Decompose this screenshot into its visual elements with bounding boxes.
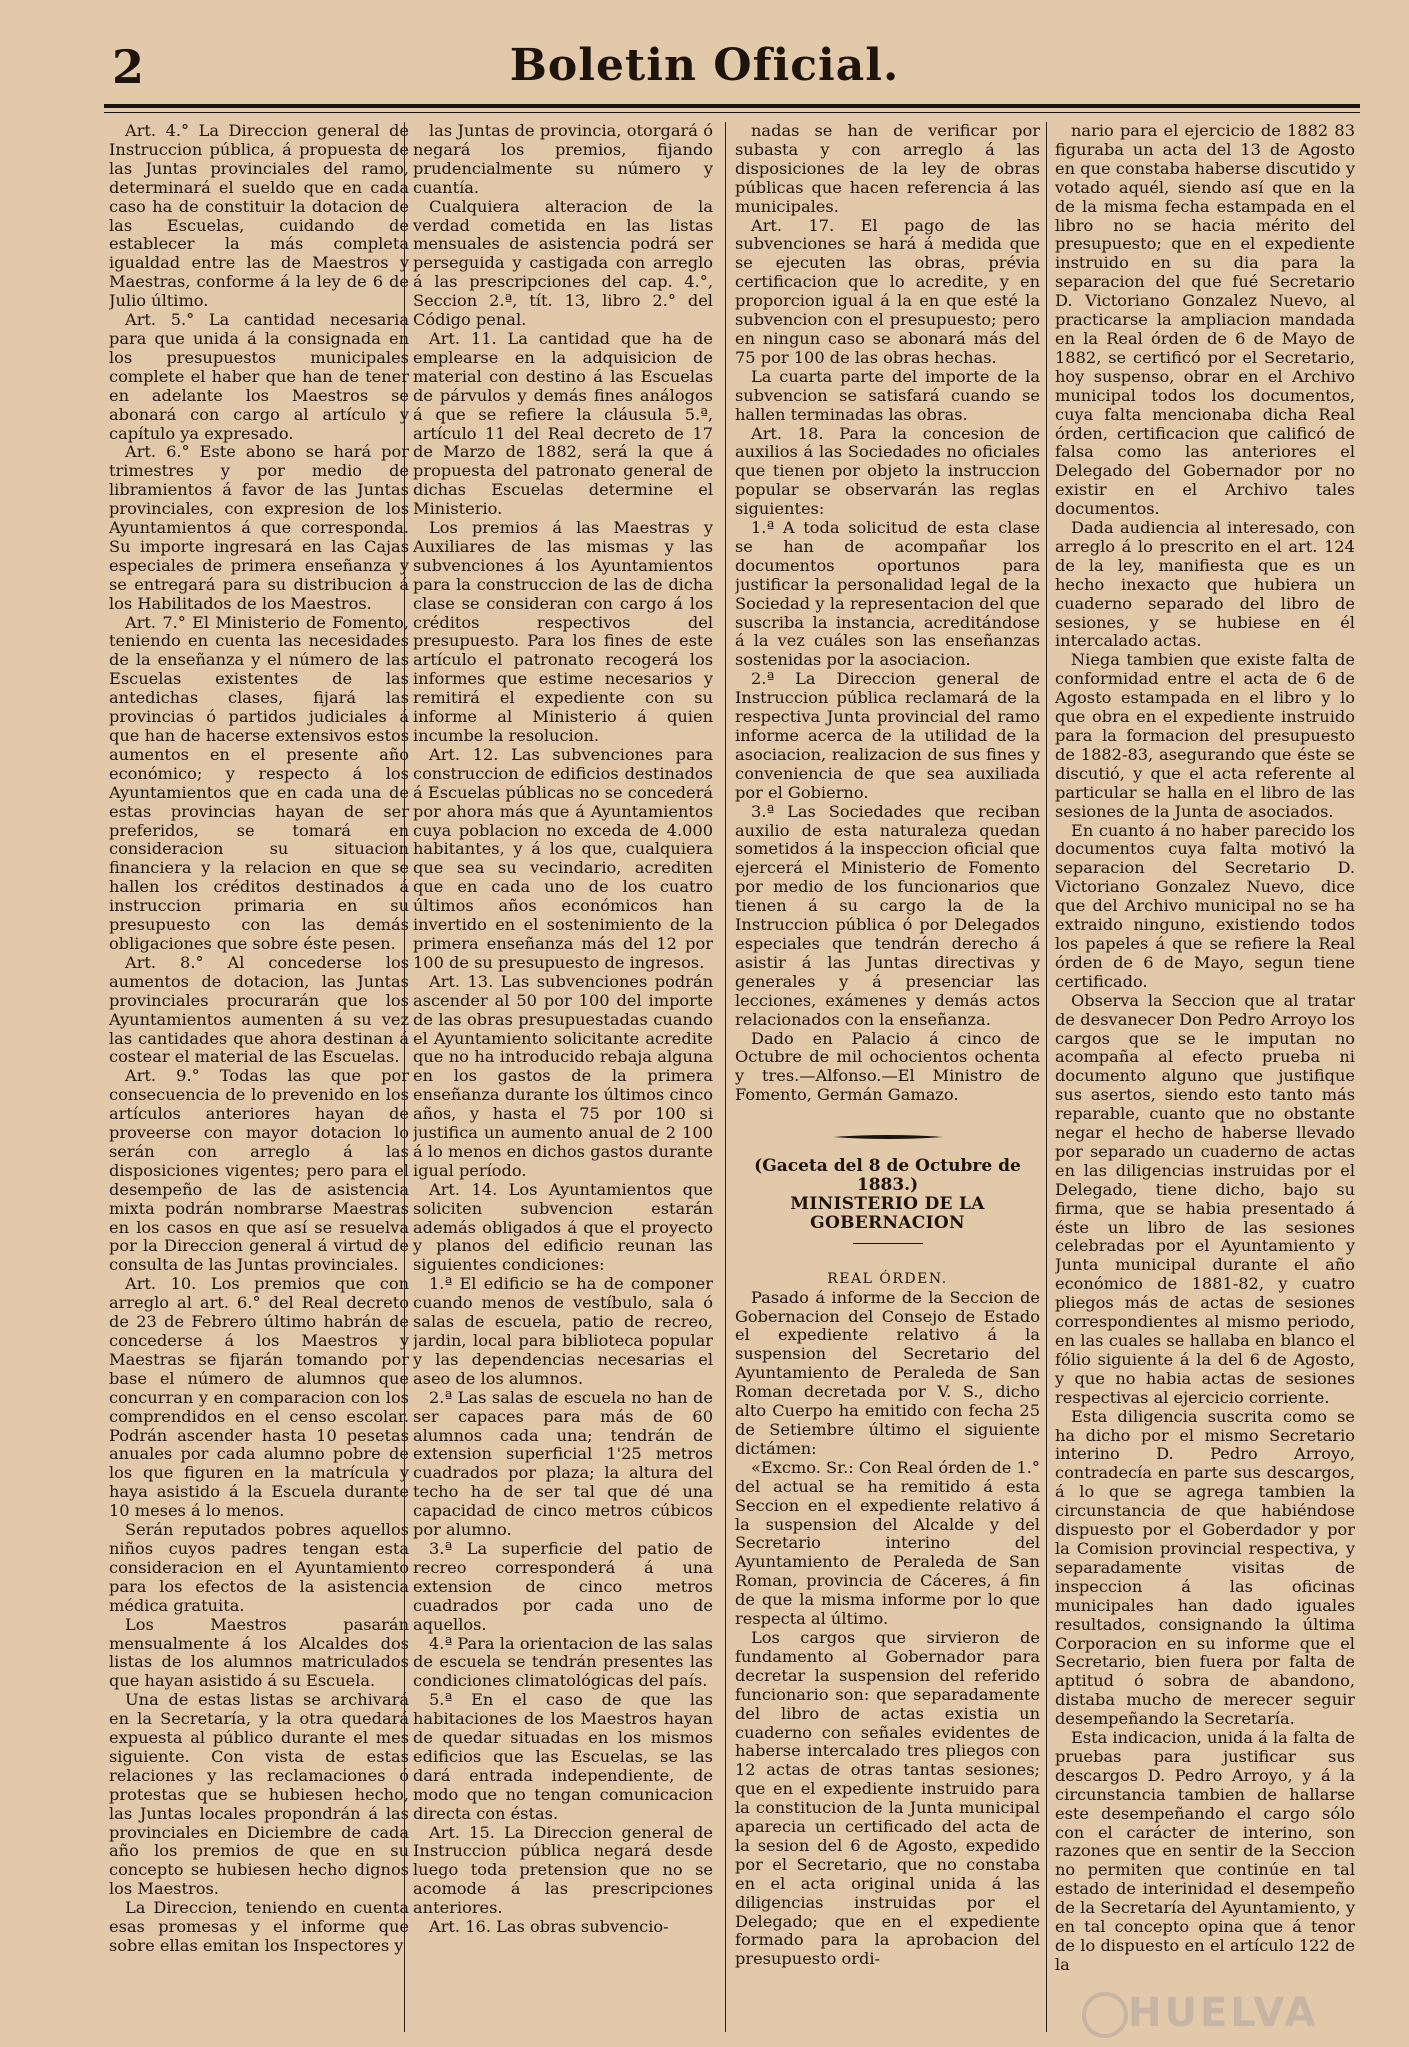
paragraph: Una de estas listas se archivará en la Secretaría, y la otra quedará expuesta al público durante el mes siguiente. Con vista de estas relaciones y las reclamaciones ó protestas que se hubiesen hecho, las Juntas locales propondrán á las provinciales en Diciembre de cada año los premios de que en su concepto se hubiesen hecho dignos los Maestros. bbox=[109, 1690, 409, 1899]
paragraph: Art. 5.° La cantidad necesaria para que unida á la consignada en los presupuestos municipales complete el haber que han de tener en adelante los Maestros se abonará con cargo al artículo y capítulo ya expresado. bbox=[109, 310, 409, 443]
paragraph: Cualquiera alteracion de la verdad cometida en las listas mensuales de asistencia podrá ser perseguida y castigada con arreglo á las prescripciones del cap. 4.°, Seccion 2.ª, tít. 13, libro 2.° del Código penal. bbox=[413, 196, 713, 330]
paragraph: Art. 13. Las subvenciones podrán ascender al 50 por 100 del importe de las obras presupuestadas cuando el Ayuntamiento solicitante acredite que no ha introducido rebaja alguna en los gastos de la primera enseñanza durante los últimos cinco años, y hasta el 75 por 100 si justifica un aumento anual de 2 100 á lo menos en dichos gastos durante igual período. bbox=[413, 971, 713, 1180]
paragraph: nario para el ejercicio de 1882 83 figuraba un acta del 13 de Agosto en que constaba haberse discutido y votado aquél, siendo así que en la de la misma fecha estampada en el libro no se hacia mérito del presupuesto; que en el expediente instruido en su dia para la separacion del que fué Secretario D. Victoriano Gonzalez Nuevo, al practicarse la ampliacion mandada en la Real órden de 6 de Mayo de 1882, se certificó por el Secretario, hoy suspenso, obrar en el Archivo municipal todos los documentos, cuya falta mencionaba dicha Real órden, certificacion que calificó de falsa como las anteriores el Delegado del Gobernador por no existir en el Archivo tales documentos. bbox=[1055, 122, 1355, 519]
page-number: 2 bbox=[112, 40, 145, 94]
ornamental-divider bbox=[735, 1127, 1040, 1141]
paragraph: 3.ª Las Sociedades que reciban auxilio de esta naturaleza quedan sometidos á la inspeccion oficial que ejercerá el Ministerio de Fomento por medio de los funcionarios que tienen á su cargo la de la Instruccion pública ó por Delegados especiales que tendrán derecho á asistir á las Juntas directivas y generales y á presenciar las lecciones, exámenes y demás actos relacionados con la enseñanza. bbox=[735, 801, 1040, 1029]
paragraph: Pasado á informe de la Seccion de Gobernacion del Consejo de Estado el expediente relativo á la suspension del Secretario del Ayuntamiento de Peraleda de San Roman decretada por V. S., dicho alto Cuerpo ha emitido con fecha 25 de Setiembre último el siguiente dictámen: bbox=[735, 1287, 1040, 1458]
gazette-date: (Gaceta del 8 de Octubre de 1883.) bbox=[754, 1156, 1021, 1196]
header-rule-thin bbox=[104, 112, 1360, 113]
paragraph: Art. 7.° El Ministerio de Fomento, teniendo en cuenta las necesidades de la enseñanza y el número de las Escuelas existentes de las antedichas clases, fijará las provincias ó partidos judiciales á que han de hacerse extensivos estos aumentos en el presente año económico; y respecto á los Ayuntamientos que en cada una de estas provincias hayan de ser preferidos, se tomará en consideracion su situacion financiera y la relacion en que se hallen los créditos destinados á instruccion primaria en su presupuesto con las demás obligaciones que sobre éste pesen. bbox=[109, 612, 409, 953]
paragraph: las Juntas de provincia, otorgará ó negará los premios, fijando prudencialmente su número y cuantía. bbox=[413, 122, 713, 197]
header-rule-thick bbox=[104, 104, 1360, 108]
paragraph: 5.ª En el caso de que las habitaciones de los Maestros hayan de quedar situadas en los mismos edificios que las Escuelas, se las dará entrada independiente, de modo que no tengan comunicacion directa con éstas. bbox=[413, 1690, 713, 1823]
paragraph: 3.ª La superficie del patio de recreo corresponderá á una extension de cinco metros cuadrados por cada uno de aquellos. bbox=[413, 1538, 713, 1634]
column-2 bbox=[413, 122, 713, 2032]
paragraph: Niega tambien que existe falta de conformidad entre el acta de 6 de Agosto estampada en el libro y lo que obra en el expediente instruido para la formacion del presupuesto de 1882-83, asegurando que éste se discutió, y que el acta referente al particular se halla en el libro de las sesiones de la Junta de asociados. bbox=[1055, 650, 1355, 821]
column-divider bbox=[1046, 122, 1047, 2032]
paragraph: 2.ª Las salas de escuela no han de ser capaces para más de 60 alumnos cada una; tendrán de extension superficial 1'25 metros cuadrados por plaza; la altura del techo ha de ser tal que dé una capacidad de cinco metros cúbicos por alumno. bbox=[413, 1387, 713, 1540]
decree-heading: REAL ÓRDEN. bbox=[827, 1270, 948, 1287]
paragraph: La Direccion, teniendo en cuenta esas promesas y el informe que sobre ellas emitan los Inspectores y bbox=[109, 1898, 409, 1955]
masthead-title: Boletin Oficial. bbox=[509, 40, 900, 91]
ministry-heading: MINISTERIO DE LA GOBERNACION bbox=[790, 1193, 985, 1233]
paragraph: Los Maestros pasarán mensualmente á los Alcaldes dos listas de los alumnos matriculados que hayan asistido á su Escuela. bbox=[109, 1614, 409, 1691]
column-divider bbox=[725, 122, 726, 2032]
paragraph: Art. 18. Para la concesion de auxilios á las Sociedades no oficiales que tienen por objeto la instruccion popular se observarán las reglas siguientes: bbox=[735, 423, 1040, 519]
paragraph: Art. 9.° Todas las que por consecuencia de lo prevenido en los artículos anteriores hayan de proveerse con mayor dotacion lo serán con arreglo á las disposiciones vigentes; pero para el desempeño de las de asistencia mixta podrán nombrarse Maestras en los casos en que así se resuelva por la Direccion general á virtud de consulta de las Juntas provinciales. bbox=[109, 1066, 409, 1275]
paragraph: La cuarta parte del importe de la subvencion se satisfará cuando se hallen terminadas las obras. bbox=[735, 366, 1040, 424]
paragraph: Art. 4.° La Direccion general de Instruccion pública, á propuesta de las Juntas provinciales del ramo, determinará el sueldo que en cada caso ha de constituir la dotacion de las Escuelas, cuidando de establecer la más completa igualdad entre las de Maestros y Maestras, conforme á la ley de 6 de Julio último. bbox=[109, 122, 409, 311]
paragraph: Observa la Seccion que al tratar de desvanecer Don Pedro Arroyo los cargos que se le imputan no acompaña al efecto prueba ni documento alguno que justifique sus asertos, siendo esto tanto más reparable, cuanto que no obstante negar el hecho de haberse llevado por separado un cuaderno de actas en las diligencias instruidas por el Delegado, tiene dicho, bajo su firma, que se habia presentado á éste un libro de las sesiones celebradas por el Ayuntamiento y Junta municipal durante el año económico de 1881-82, y cuatro pliegos más de actas de sesiones correspondientes al mismo periodo, en las cuales se hallaba en blanco el fólio siguiente á la del 6 de Agosto, y que no habia actas de sesiones respectivas al ejercicio corriente. bbox=[1055, 990, 1355, 1407]
paragraph: Dado en Palacio á cinco de Octubre de mil ochocientos ochenta y tres.—Alfonso.—El Ministro de Fomento, Germán Gamazo. bbox=[735, 1028, 1040, 1105]
paragraph: nadas se han de verificar por subasta y con arreglo á las disposiciones de la ley de obras públicas que hacen referencia á las municipales. bbox=[735, 122, 1040, 216]
paragraph: 1.ª A toda solicitud de esta clase se han de acompañar los documentos oportunos para justificar la personalidad legal de la Sociedad y la representacion del que suscriba la instancia, acreditándose á la vez cuáles son las enseñanzas sostenidas por la asociacion. bbox=[735, 518, 1040, 670]
paragraph: Esta indicacion, unida á la falta de pruebas para justificar sus descargos D. Pedro Arroyo, y á la circunstancia tambien de hallarse este desempeñando el cargo sólo con el carácter de interino, son razones que en sentir de la Seccion no permiten que continúe en tal estado de interinidad el desempeño de la Secretaría del Ayuntamiento, y en tal concepto opina que á tenor de lo dispuesto en el artículo 122 de la bbox=[1055, 1728, 1355, 1974]
paragraph: Art. 6.° Este abono se hará por trimestres y por medio de libramientos á favor de las Juntas provinciales, con expresion de los Ayuntamientos á que corresponda. Su importe ingresará en las Cajas especiales de primera enseñanza y se entregará para su distribucion á los Habilitados de los Maestros. bbox=[109, 442, 409, 613]
paragraph: En cuanto á no haber parecido los documentos cuya falta motivó la separacion del Secretario D. Victoriano Gonzalez Nuevo, dice que del Archivo municipal no se ha extraido ninguno, existiendo todos los papeles á que se refiere la Real órden de 6 de Mayo, segun tiene certificado. bbox=[1055, 820, 1355, 991]
paragraph: Serán reputados pobres aquellos niños cuyos padres tengan esta consideracion en el Ayuntamiento para los efectos de la asistencia médica gratuita. bbox=[109, 1520, 409, 1615]
paragraph: Art. 10. Los premios que con arreglo al art. 6.° del Real decreto de 23 de Febrero último habrán de concederse á los Maestros y Maestras se fijarán tomando por base el número de alumnos que concurran y en comparacion con los comprendidos en el censo escolar. Podrán ascender hasta 10 pesetas anuales por cada alumno pobre de los que figuren en la matrícula y haya asistido á la Escuela durante 10 meses á lo menos. bbox=[109, 1274, 409, 1521]
column-1 bbox=[109, 122, 409, 2032]
paragraph: «Excmo. Sr.: Con Real órden de 1.° del actual se ha remitido á esta Seccion en el expediente relativo á la suspension del Alcalde y del Secretario interino del Ayuntamiento de Peraleda de San Roman, provincia de Cáceres, á fin de que la misma informe por lo que respecta al último. bbox=[735, 1457, 1040, 1629]
watermark: HUELVA bbox=[1128, 1990, 1319, 2036]
paragraph: 2.ª La Direccion general de Instruccion pública reclamará de la respectiva Junta provincial del ramo informe acerca de la utilidad de la asociacion, realizacion de sus fines y conveniencia de que sea auxiliada por el Gobierno. bbox=[735, 669, 1040, 802]
column-4 bbox=[1055, 122, 1355, 2032]
paragraph: Los premios á las Maestras y Auxiliares de las mismas y las subvenciones á los Ayuntamientos para la construccion de las de dicha clase se consideran con cargo á los créditos respectivos del presupuesto. Para los fines de este artículo el patronato recogerá los informes que estime necesarios y remitirá el expediente con su informe al Ministerio á quien incumbe la resolucion. bbox=[413, 518, 713, 745]
paragraph: Esta diligencia suscrita como se ha dicho por el mismo Secretario interino D. Pedro Arroyo, contradecía en parte sus descargos, á lo que se agrega tambien la circunstancia de que habiéndose dispuesto por el Goberdador y por la Comision provincial respectiva, y separadamente visitas de inspeccion á las oficinas municipales han dado iguales resultados, consignando la última Corporacion en su informe que el Secretario, bien fuera por falta de aptitud ó sobra de abandono, distaba mucho de merecer seguir desempeñando la Secretaría. bbox=[1055, 1406, 1355, 1729]
paragraph: Art. 16. Las obras subvencio- bbox=[429, 1917, 669, 1937]
watermark-seal-icon bbox=[1082, 1992, 1128, 2038]
ornament-rule-icon bbox=[833, 1133, 943, 1141]
paragraph: Art. 11. La cantidad que ha de emplearse en la adquisicion de material con destino á las Escuelas de párvulos y demás fines análogos á que se refiere la cláusula 5.ª, artículo 11 del Real decreto de 17 de Marzo de 1882, será la que á propuesta del patronato general de dichas Escuelas determine el Ministerio. bbox=[413, 328, 713, 519]
paragraph: 1.ª El edificio se ha de componer cuando menos de vestíbulo, sala ó salas de escuela, patio de recreo, jardin, local para biblioteca popular y las dependencias necesarias el aseo de los alumnos. bbox=[413, 1274, 713, 1388]
paragraph: Art. 17. El pago de las subvenciones se hará á medida que se ejecuten las obras, prévia certificacion que lo acredite, y en proporcion igual á la en que esté la subvencion con el presupuesto; pero en ningun caso se abonará más del 75 por 100 de las obras hechas. bbox=[735, 215, 1040, 367]
paragraph: Art. 8.° Al concederse los aumentos de dotacion, las Juntas provinciales procurarán que los Ayuntamientos aumenten á su vez las cantidades que ahora destinan á costear el material de las Escuelas. bbox=[109, 952, 409, 1067]
paragraph: Art. 14. Los Ayuntamientos que soliciten subvencion estarán además obligados á que el proyecto y planos del edificio reunan las siguientes condiciones: bbox=[413, 1179, 713, 1275]
paragraph: Dada audiencia al interesado, con arreglo á lo prescrito en el art. 124 de la ley, manifiesta que es un hecho inexacto que hubiera un cuaderno separado del libro de sesiones, y se hubiese en él intercalado actas. bbox=[1055, 518, 1355, 651]
section-rule bbox=[853, 1243, 923, 1244]
column-3 bbox=[735, 122, 1040, 2032]
paragraph: Los cargos que sirvieron de fundamento al Gobernador para decretar la suspension del referido funcionario son: que separadamente del libro de actas existia un cuaderno con señales evidentes de haberse intercalado tres pliegos con 12 actas de otras tantas sesiones; que en el expediente instruido para la constitucion de la Junta municipal aparecia un certificado del acta de la sesion del 6 de Agosto, expedido por el Secretario, que no constaba en el acta original unida á las diligencias instruidas por el Delegado; que en el expediente formado para la aprobacion del presupuesto ordi- bbox=[735, 1627, 1040, 1969]
paragraph: 4.ª Para la orientacion de las salas de escuela se tendrán presentes las condiciones climatológicas del país. bbox=[413, 1633, 713, 1691]
paragraph: Art. 15. La Direccion general de Instruccion pública negará desde luego toda pretension que no se acomode á las prescripciones anteriores. bbox=[413, 1822, 713, 1918]
paragraph: Art. 12. Las subvenciones para construccion de edificios destinados á Escuelas públicas no se concederá por ahora más que á Ayuntamientos cuya poblacion no exceda de 4.000 habitantes, y á los que, cualquiera que sea su vecindario, acrediten que en cada uno de los cuatro últimos años económicos han invertido en el sostenimiento de la primera enseñanza más del 12 por 100 de su presupuesto de ingresos. bbox=[413, 744, 713, 972]
